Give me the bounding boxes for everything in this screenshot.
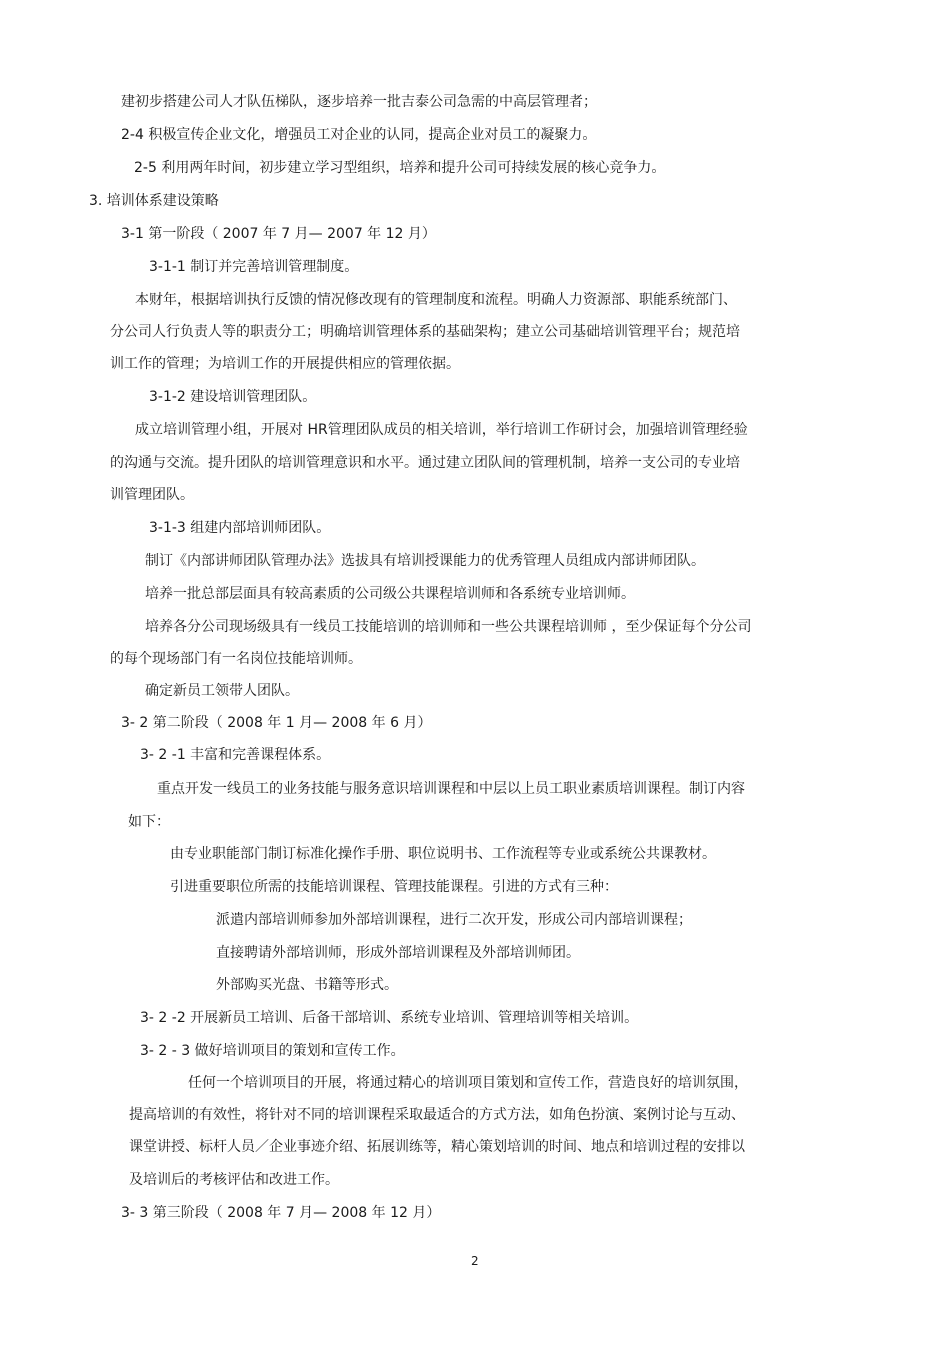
text-line: 的沟通与交流。提升团队的培训管理意识和水平。通过建立团队间的管理机制，培养一支公司的专业培 (110, 455, 740, 471)
text-line: 2-5 利用两年时间，初步建立学习型组织，培养和提升公司可持续发展的核心竞争力。 (134, 160, 666, 176)
text-line: 确定新员工领带人团队。 (145, 683, 299, 699)
item-heading: 3-1-3 组建内部培训师团队。 (149, 520, 331, 536)
item-heading: 3- 2 -2 开展新员工培训、后备干部培训、系统专业培训、管理培训等相关培训。 (140, 1010, 639, 1026)
subsection-heading: 3-1 第一阶段（ 2007 年 7 月— 2007 年 12 月） (121, 226, 436, 242)
item-heading: 3-1-2 建设培训管理团队。 (149, 389, 317, 405)
text-line: 如下： (128, 814, 170, 830)
text-line: 训管理团队。 (110, 487, 194, 503)
subsection-heading: 3- 2 第二阶段（ 2008 年 1 月— 2008 年 6 月） (121, 715, 432, 731)
item-heading: 3- 2 -1 丰富和完善课程体系。 (140, 747, 331, 763)
text-line: 培养各分公司现场级具有一线员工技能培训的培训师和一些公共课程培训师 ，至少保证每个分公司 (145, 619, 752, 635)
text-line: 成立培训管理小组，开展对 HR管理团队成员的相关培训，举行培训工作研讨会，加强培训管理经验 (135, 422, 748, 438)
text-line: 由专业职能部门制订标准化操作手册、职位说明书、工作流程等专业或系统公共课教材。 (170, 846, 716, 862)
text-line: 直接聘请外部培训师，形成外部培训课程及外部培训师团。 (216, 945, 580, 961)
text-line: 派遣内部培训师参加外部培训课程，进行二次开发，形成公司内部培训课程； (216, 912, 692, 928)
text-line: 训工作的管理；为培训工作的开展提供相应的管理依据。 (110, 356, 460, 372)
text-line: 建初步搭建公司人才队伍梯队，逐步培养一批吉泰公司急需的中高层管理者； (121, 94, 597, 110)
text-line: 提高培训的有效性，将针对不同的培训课程采取最适合的方式方法，如角色扮演、案例讨论与互动、 (129, 1107, 745, 1123)
text-line: 2-4 积极宣传企业文化，增强员工对企业的认同，提高企业对员工的凝聚力。 (121, 127, 597, 143)
text-line: 分公司人行负责人等的职责分工；明确培训管理体系的基础架构；建立公司基础培训管理平台；规范培 (110, 324, 740, 340)
text-line: 外部购买光盘、书籍等形式。 (216, 977, 398, 993)
text-line: 课堂讲授、标杆人员／企业事迹介绍、拓展训练等，精心策划培训的时间、地点和培训过程的安排以 (129, 1139, 745, 1155)
item-heading: 3-1-1 制订并完善培训管理制度。 (149, 259, 359, 275)
text-line: 的每个现场部门有一名岗位技能培训师。 (110, 651, 362, 667)
text-line: 及培训后的考核评估和改进工作。 (129, 1172, 339, 1188)
section-heading: 3. 培训体系建设策略 (89, 193, 219, 209)
text-line: 制订《内部讲师团队管理办法》选拔具有培训授课能力的优秀管理人员组成内部讲师团队。 (145, 553, 705, 569)
item-heading: 3- 2 - 3 做好培训项目的策划和宣传工作。 (140, 1043, 405, 1059)
text-line: 培养一批总部层面具有较高素质的公司级公共课程培训师和各系统专业培训师。 (145, 586, 635, 602)
page-number: 2 (471, 1254, 479, 1268)
text-line: 引进重要职位所需的技能培训课程、管理技能课程。引进的方式有三种： (170, 879, 618, 895)
text-line: 重点开发一线员工的业务技能与服务意识培训课程和中层以上员工职业素质培训课程。制订内容 (157, 781, 745, 797)
text-line: 本财年，根据培训执行反馈的情况修改现有的管理制度和流程。明确人力资源部、职能系统部门、 (135, 292, 737, 308)
text-line: 任何一个培训项目的开展，将通过精心的培训项目策划和宣传工作，营造良好的培训氛围， (188, 1075, 748, 1091)
subsection-heading: 3- 3 第三阶段（ 2008 年 7 月— 2008 年 12 月） (121, 1205, 441, 1221)
